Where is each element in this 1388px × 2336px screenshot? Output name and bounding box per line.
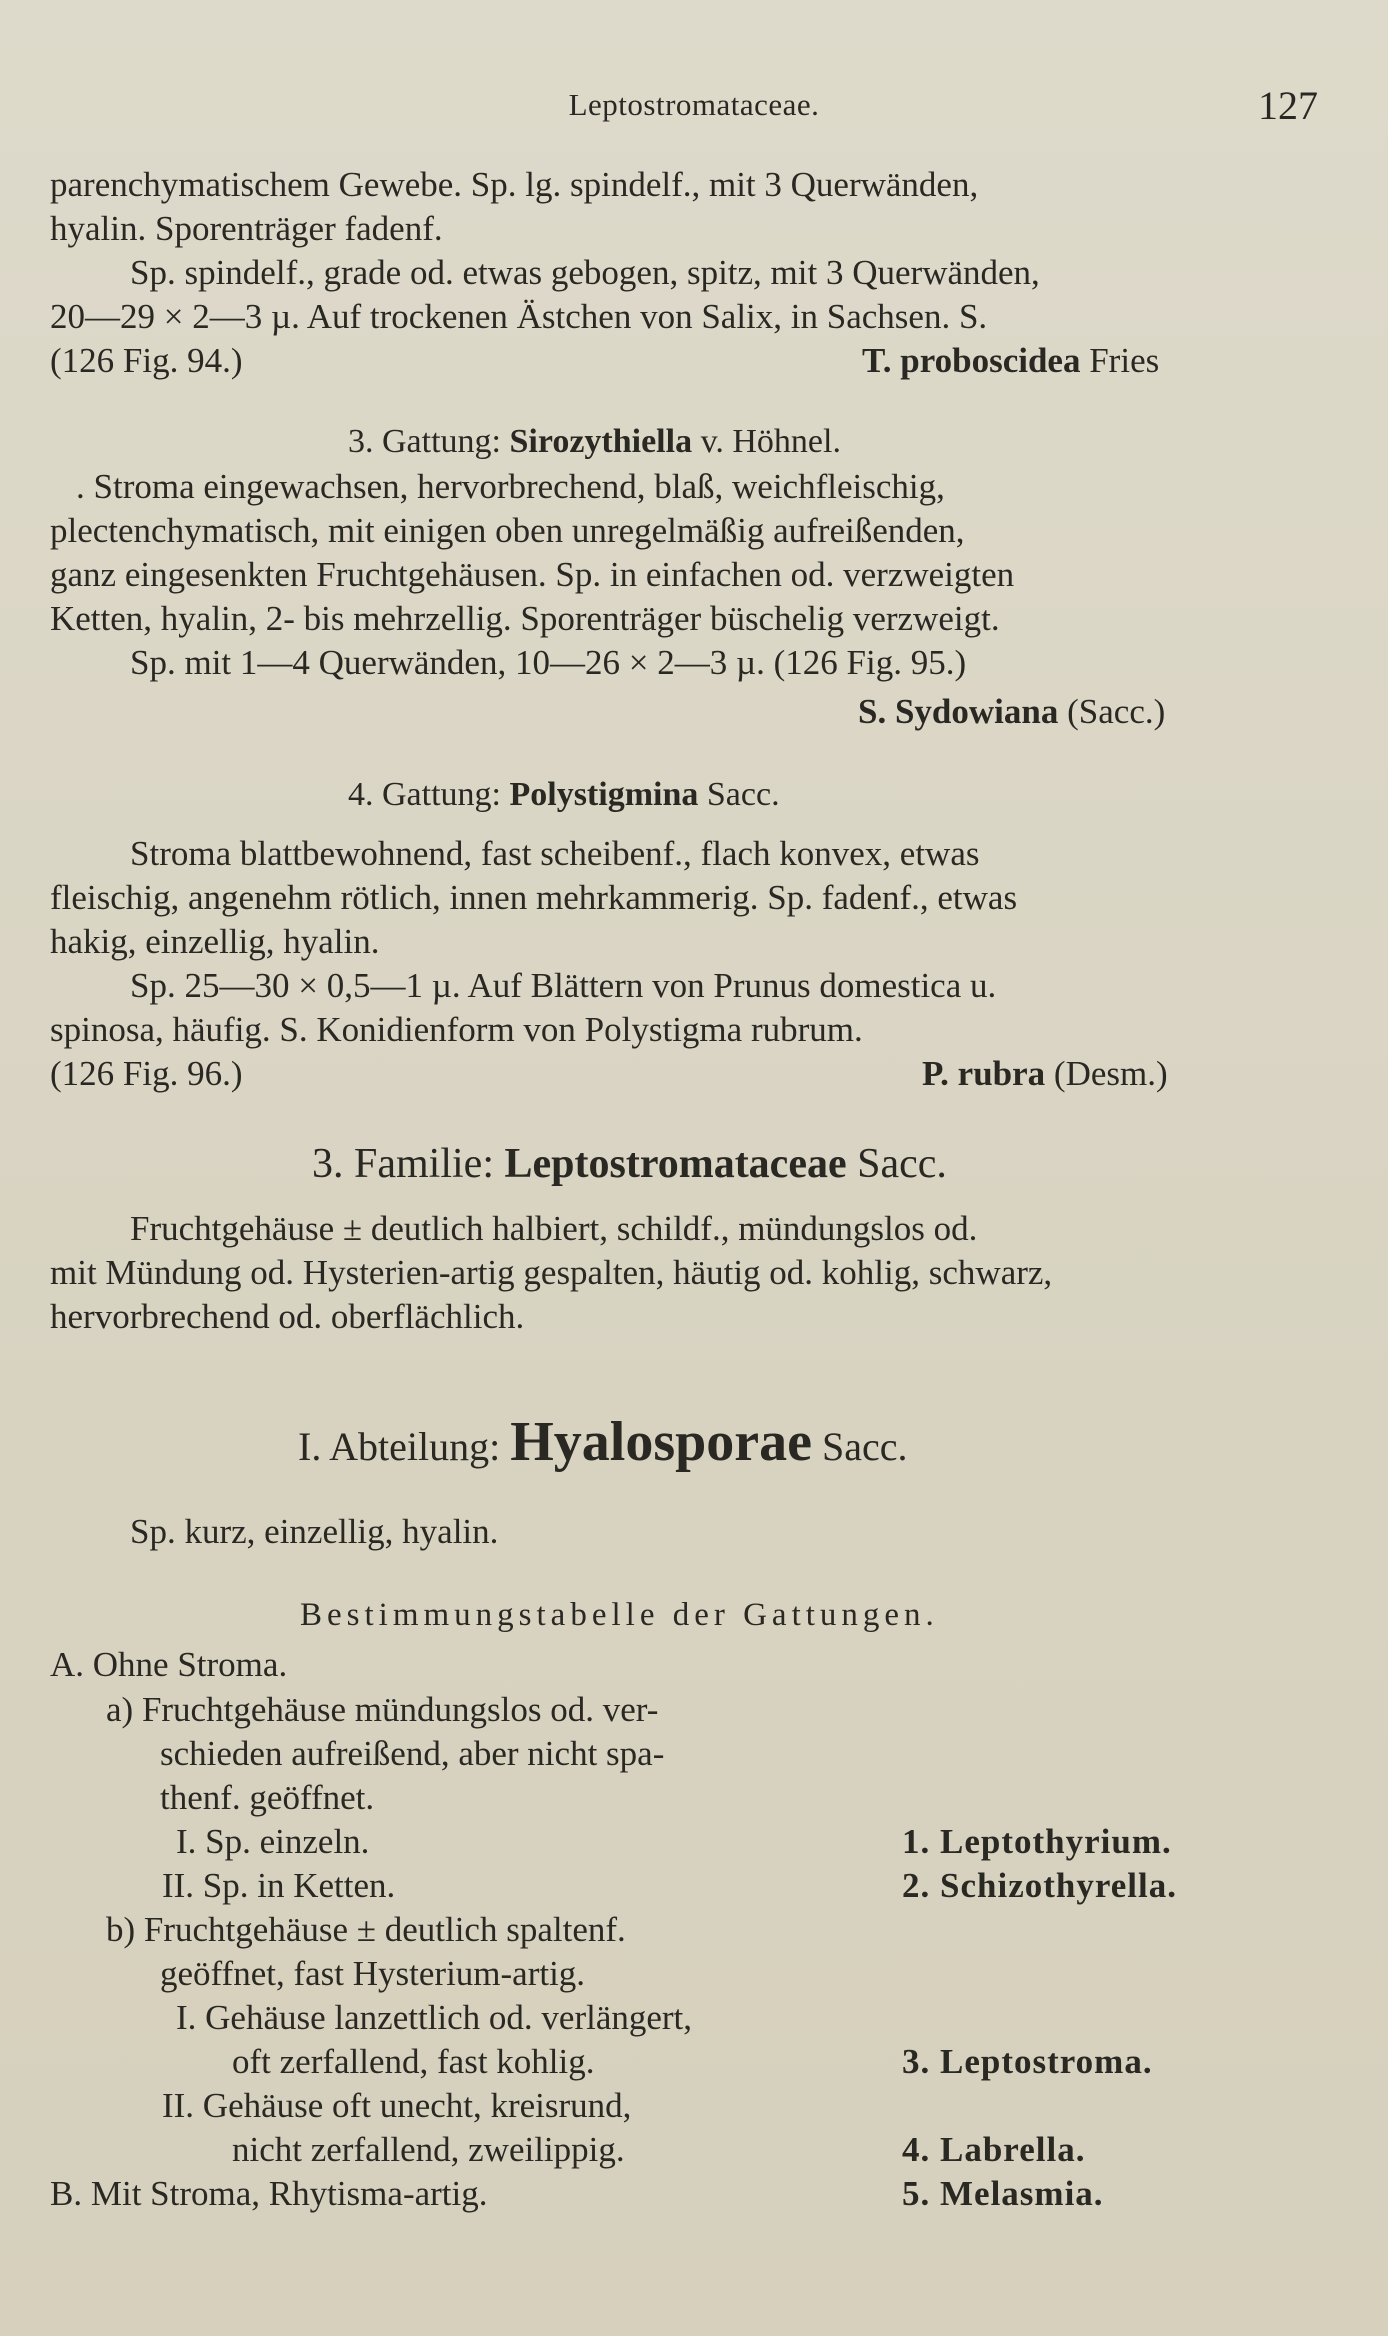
figure-reference: (126 Fig. 96.) xyxy=(50,1054,243,1093)
genus-name: Sirozythiella xyxy=(509,423,693,460)
key-result: 4. Labrella. xyxy=(902,2130,1086,2169)
genus-heading xyxy=(348,420,841,464)
division-author: Sacc. xyxy=(821,1424,908,1469)
text-line: Fruchtgehäuse ± deutlich halbiert, schildf., mündungslos od. xyxy=(130,1209,978,1248)
genus-name: Polystigmina xyxy=(509,776,699,813)
species-name xyxy=(862,339,1159,383)
text-line: fleischig, angenehm rötlich, innen mehrkammerig. Sp. fadenf., etwas xyxy=(50,878,1018,917)
text-line: ganz eingesenkten Fruchtgehäusen. Sp. in einfachen od. verzweigten xyxy=(50,555,1015,594)
key-entry: I. Sp. einzeln. xyxy=(176,1822,370,1861)
key-result: 2. Schizothyrella. xyxy=(902,1866,1177,1905)
division-number: I. Abteilung: xyxy=(298,1424,501,1469)
text-line: plectenchymatisch, mit einigen oben unregelmäßig aufreißenden, xyxy=(50,511,965,550)
species-binomial: T. proboscidea xyxy=(862,341,1081,380)
species-binomial: P. rubra xyxy=(922,1054,1046,1093)
text-line: spinosa, häufig. S. Konidienform von Polystigma rubrum. xyxy=(50,1010,863,1049)
key-entry: b) Fruchtgehäuse ± deutlich spaltenf. xyxy=(106,1910,626,1949)
genus-number: 3. Gattung: xyxy=(348,423,501,460)
key-entry: II. Sp. in Ketten. xyxy=(162,1866,396,1905)
species-name xyxy=(922,1052,1168,1096)
genus-heading xyxy=(348,773,780,817)
key-entry: oft zerfallend, fast kohlig. xyxy=(232,2042,595,2081)
species-author: Fries xyxy=(1089,341,1160,380)
key-entry: B. Mit Stroma, Rhytisma-artig. xyxy=(50,2174,488,2213)
species-author: (Sacc.) xyxy=(1067,692,1166,731)
text-line: Sp. kurz, einzellig, hyalin. xyxy=(130,1512,499,1551)
text-line: parenchymatischem Gewebe. Sp. lg. spindelf., mit 3 Querwänden, xyxy=(50,165,979,204)
text-line: Ketten, hyalin, 2- bis mehrzellig. Sporenträger büschelig verzweigt. xyxy=(50,599,1000,638)
text-line: hyalin. Sporenträger fadenf. xyxy=(50,209,443,248)
running-title: Leptostromataceae. xyxy=(568,87,820,122)
key-entry: I. Gehäuse lanzettlich od. verlängert, xyxy=(176,1998,693,2037)
page-number: 127 xyxy=(1258,83,1318,128)
figure-reference: (126 Fig. 94.) xyxy=(50,341,243,380)
genus-number: 4. Gattung: xyxy=(348,776,501,813)
family-number: 3. Familie: xyxy=(312,1141,494,1187)
division-name: Hyalosporae xyxy=(510,1411,812,1473)
key-entry: A. Ohne Stroma. xyxy=(50,1645,288,1684)
text-line: 20—29 × 2—3 µ. Auf trockenen Ästchen von Salix, in Sachsen. S. xyxy=(50,297,988,336)
text-line: hakig, einzellig, hyalin. xyxy=(50,922,380,961)
species-author: (Desm.) xyxy=(1053,1054,1168,1093)
text-line: hervorbrechend od. oberflächlich. xyxy=(50,1297,525,1336)
key-entry: nicht zerfallend, zweilippig. xyxy=(232,2130,625,2169)
key-entry: II. Gehäuse oft unecht, kreisrund, xyxy=(162,2086,632,2125)
species-name xyxy=(858,690,1165,734)
text-line: Sp. mit 1—4 Querwänden, 10—26 × 2—3 µ. (126 Fig. 95.) xyxy=(130,643,967,682)
text-line: Sp. 25—30 × 0,5—1 µ. Auf Blättern von Prunus domestica u. xyxy=(130,966,997,1005)
genus-author: v. Höhnel. xyxy=(700,423,841,460)
genus-author: Sacc. xyxy=(706,776,780,813)
text-line: Sp. spindelf., grade od. etwas gebogen, spitz, mit 3 Querwänden, xyxy=(130,253,1040,292)
key-entry: schieden aufreißend, aber nicht spa- xyxy=(160,1734,665,1773)
key-entry: a) Fruchtgehäuse mündungslos od. ver- xyxy=(106,1690,659,1729)
key-result: 1. Leptothyrium. xyxy=(902,1822,1172,1861)
family-author: Sacc. xyxy=(857,1141,947,1187)
division-heading xyxy=(298,1411,908,1473)
text-line: . Stroma eingewachsen, hervorbrechend, blaß, weichfleischig, xyxy=(76,467,945,506)
key-entry: thenf. geöffnet. xyxy=(160,1778,375,1817)
family-heading xyxy=(312,1142,947,1186)
key-result: 3. Leptostroma. xyxy=(902,2042,1153,2081)
key-title: Bestimmungstabelle der Gattungen. xyxy=(300,1597,939,1633)
key-result: 5. Melasmia. xyxy=(902,2174,1104,2213)
family-name: Leptostromataceae xyxy=(504,1141,847,1187)
text-line: Stroma blattbewohnend, fast scheibenf., flach konvex, etwas xyxy=(130,834,980,873)
text-line: mit Mündung od. Hysterien-artig gespalten, häutig od. kohlig, schwarz, xyxy=(50,1253,1053,1292)
species-binomial: S. Sydowiana xyxy=(858,692,1059,731)
key-entry: geöffnet, fast Hysterium-artig. xyxy=(160,1954,586,1993)
